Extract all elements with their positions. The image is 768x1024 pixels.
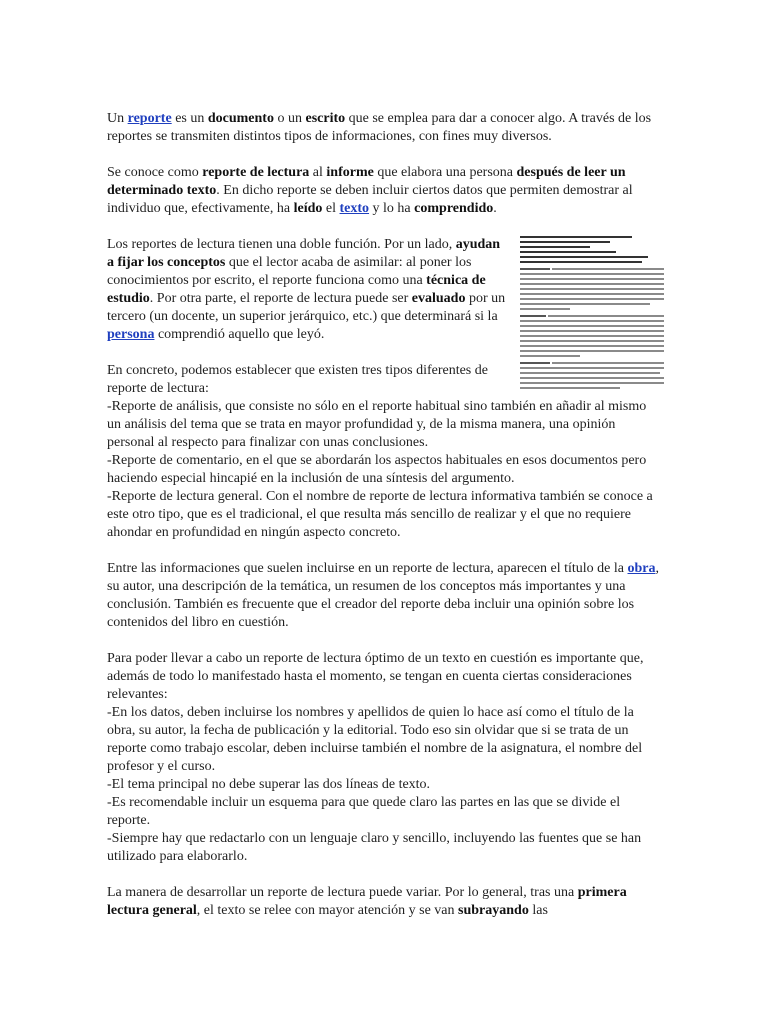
paragraph-considerations: Para poder llevar a cabo un reporte de lectura óptimo de un texto en cuestión es importante que, además de todo lo manifestado hasta el momento, se tengan en cuenta ciertas consideraciones relevantes: -En los datos, deben incluirse los nombres y apellidos de quien lo hace así como el título de la obra, su autor, la fecha de publicación y la editorial. Todo eso sin olvidar que si se trata de un reporte como trabajo escolar, deben incluirse también el nombre de la asignatura, el nombre del profesor y el curso. -El tema principal no debe superar las dos líneas de texto. -Es recomendable incluir un esquema para que quede claro las partes en las que se divide el reporte. -Siempre hay que redactarlo con un lenguaje claro y sencillo, incluyendo las fuentes que se han utilizado para elaborarlo. (107, 651, 644, 864)
paragraph-definition: Se conoce como reporte de lectura al informe que elabora una persona después de leer un determinado texto. En dicho reporte se deben incluir ciertos datos que permiten demostrar al individuo que, efectivamente, ha leído el texto y lo ha comprendido. (107, 165, 633, 216)
sample-report-thumbnail (520, 236, 670, 392)
link-texto[interactable]: texto (339, 201, 370, 216)
link-reporte[interactable]: reporte (127, 111, 172, 126)
paragraph-types: En concreto, podemos establecer que existen tres tipos diferentes de reporte de lectura: -Reporte de análisis, que consiste no sólo en el reporte habitual sino también en añadir al mismo un análisis del tema que se trata en mayor profundidad y, de la misma manera, una opinión personal al respecto para finalizar con unas conclusiones. -Reporte de comentario, en el que se abordarán los aspectos habituales en esos documentos pero haciendo especial hincapié en la inclusión de una síntesis del argumento. -Reporte de lectura general. Con el nombre de reporte de lectura informativa también se conoce a este otro tipo, que es el tradicional, el que resulta más sencillo de realizar y el que no requiere ahondar en profundidad en ningún aspecto concreto. (107, 363, 653, 540)
link-obra[interactable]: obra (627, 561, 656, 576)
paragraph-process: La manera de desarrollar un reporte de lectura puede variar. Por lo general, tras una primera lectura general, el texto se relee con mayor atención y se van subrayando las (107, 885, 627, 918)
paragraph-contents: Entre las informaciones que suelen incluirse en un reporte de lectura, aparecen el título de la obra, su autor, una descripción de la temática, un resumen de los conceptos más importantes y una conclusión. También es frecuente que el creador del reporte deba incluir una opinión sobre los contenidos del libro en cuestión. (107, 561, 660, 630)
document-body (107, 110, 662, 938)
paragraph-intro: Un reporte es un documento o un escrito que se emplea para dar a conocer algo. A través de los reportes se transmiten distintos tipos de informaciones, con fines muy diversos. (107, 111, 652, 144)
sample-report-image (520, 236, 670, 392)
link-persona[interactable]: persona (107, 327, 155, 342)
paragraph-functions: Los reportes de lectura tienen una doble función. Por un lado, ayudan a fijar los conceptos que el lector acaba de asimilar: al poner los conocimientos por escrito, el reporte funciona como una técnica de estudio. Por otra parte, el reporte de lectura puede ser evaluado por un tercero (un docente, un superior jerárquico, etc.) que determinará si la persona comprendió aquello que leyó. (107, 237, 506, 342)
